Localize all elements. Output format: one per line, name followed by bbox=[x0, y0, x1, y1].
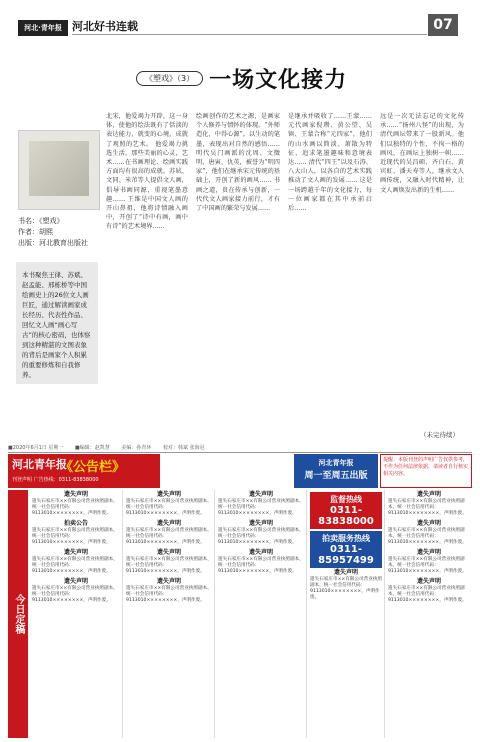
to-be-continued: （未完待续） bbox=[420, 431, 459, 439]
ad-notice bbox=[32, 550, 120, 575]
footer-date: ■2020年6月1日 星期一 bbox=[8, 445, 64, 451]
ad-notice bbox=[388, 521, 470, 546]
ad-notice-title: 遗失声明 bbox=[416, 491, 441, 498]
footer-designer: 美编：孙青环 bbox=[121, 445, 152, 451]
ad-notice-text: 遗失石家庄市××有限公司营业执照副本，统一社会信用代码：9113010××××××××，声明作废。 bbox=[218, 528, 304, 545]
auction-hotline-label: 拍卖服务热线 bbox=[322, 534, 370, 543]
series-tag: 《塑戏》（3） bbox=[136, 71, 203, 86]
ad-notice bbox=[126, 492, 212, 517]
ad-notice-title: 遗失声明 bbox=[248, 491, 273, 498]
article-column-2: 绘画创作的艺术之源，是画家个人修养与情怀的体现。“外师造化，中得心源”。以生动的笔墨，表现出对自然的感悟…… 明代吴门画派的沈周、文徵明、唐寅、仇英，被誉为“明四家”，他们在继承宋元传统的基础上，开创了新的画风…… 书画之道，贵在传承与创新，一代代文人画家接力前行，才有了中国画的繁荣与发展…… bbox=[196, 113, 280, 213]
auction-hotline-number: 0311-85957499 bbox=[318, 544, 374, 566]
publication-schedule bbox=[294, 454, 378, 488]
ad-notice-text: 遗失石家庄市××有限公司营业执照副本，统一社会信用代码：9113010××××××××，声明作废。 bbox=[32, 499, 118, 516]
schedule-title: 河北青年报 bbox=[318, 459, 354, 467]
classified-ads-section bbox=[8, 454, 472, 738]
ad-notice bbox=[388, 579, 470, 604]
ad-notice bbox=[32, 492, 120, 517]
ad-notice-text: 遗失石家庄市××有限公司营业执照副本，统一社会信用代码：9113010××××××××，声明作废。 bbox=[32, 528, 118, 545]
ad-notice-text: 遗失石家庄市××有限公司营业执照副本，统一社会信用代码：9113010××××××××，声明作废。 bbox=[32, 557, 118, 574]
ad-notice bbox=[388, 492, 470, 517]
ads-column-2 bbox=[124, 490, 215, 738]
ads-disclaimer: 提醒：本版刊登的声明广告仅供参考，不作为任何法律依据，请读者自行核实相关内容。 bbox=[380, 454, 472, 488]
ad-notice-text: 遗失石家庄市××有限公司营业执照副本，统一社会信用代码：9113010××××××××，声明作废。 bbox=[388, 499, 467, 516]
ad-notice-title: 遗失声明 bbox=[333, 569, 358, 576]
ads-column-1 bbox=[30, 490, 123, 738]
column-title: 河北好书连载 bbox=[72, 20, 138, 33]
ad-notice-title: 遗失声明 bbox=[416, 578, 441, 585]
auction-hotline bbox=[310, 531, 382, 568]
supervision-hotline-label: 监督热线 bbox=[330, 495, 362, 504]
ads-column-4 bbox=[308, 490, 385, 738]
gonggao-title: 《公告栏》 bbox=[60, 460, 126, 475]
ad-notice-text: 遗失石家庄市××有限公司营业执照副本，统一社会信用代码：9113010××××××××，声明作废。 bbox=[388, 586, 467, 603]
ad-notice-title: 遗失声明 bbox=[416, 549, 441, 556]
ad-notice bbox=[32, 579, 120, 604]
ad-notice-text: 遗失石家庄市××有限公司营业执照副本，统一社会信用代码：9113010××××××××，声明作废。 bbox=[126, 528, 212, 545]
ad-notice bbox=[32, 521, 120, 546]
article-title: 一场文化接力 bbox=[209, 66, 348, 93]
ad-notice bbox=[218, 550, 304, 575]
book-cover-image bbox=[18, 130, 100, 210]
newspaper-logo: 河北·青年报 bbox=[18, 20, 68, 36]
ad-notice-title: 遗失声明 bbox=[156, 549, 181, 556]
ad-notice-text: 遗失石家庄市××有限公司营业执照副本，统一社会信用代码：9113010××××××××，声明作废。 bbox=[310, 577, 383, 600]
book-summary: 本书聚焦王律、苏斌、赵孟能、邢栋桥等中国绘画史上的26位文人画巨匠，通过解读画家成长经历、代表性作品、回忆文人画“画心写古”的核心密码，也体察到这种精湛的文图表象的背后是画家个人积累的重要修炼和自我修养。 bbox=[16, 262, 98, 384]
article-column-3: 是继承并吸收了……王蒙……元代画家倪瓒、黄公望、吴镇、王蒙合称“元四家”，他们的山水画以简淡、萧散为特征，追求笔墨趣味和意境表达…… 清代“四王”以及石涛、八大山人，以各自的艺术实践推动了文人画的发展…… 这是一场跨越千年的文化接力，每一位画家都在其中承前启后…… bbox=[288, 113, 372, 213]
page-footer-strip bbox=[8, 444, 472, 453]
footer-proofreader: 校对：韩斌 张海冠 bbox=[162, 445, 205, 451]
header-rule bbox=[72, 34, 427, 35]
ad-notice bbox=[126, 579, 212, 604]
ad-notice-title: 遗失声明 bbox=[248, 549, 273, 556]
ad-notice-text: 遗失石家庄市××有限公司营业执照副本，统一社会信用代码：9113010××××××××，声明作废。 bbox=[126, 586, 212, 603]
gonggao-subtitle: 刊登声明 广告热线：0311-83838000 bbox=[12, 477, 99, 483]
book-info-publisher: 出版：河北教育出版社 bbox=[18, 239, 88, 247]
ad-notice-title: 遗失声明 bbox=[156, 491, 181, 498]
book-info-author: 作者：胡熙 bbox=[18, 228, 53, 236]
book-info-title: 书名：《塑戏》 bbox=[18, 217, 64, 225]
page-number: 07 bbox=[428, 14, 458, 36]
ad-notice-title: 遗失声明 bbox=[248, 520, 273, 527]
ad-notice-text: 遗失石家庄市××有限公司营业执照副本，统一社会信用代码：9113010××××××××，声明作废。 bbox=[218, 557, 304, 574]
ad-notice-title: 遗失声明 bbox=[63, 578, 88, 585]
today-deadline-bar: 今日定稿 bbox=[8, 490, 28, 738]
article-title-row bbox=[136, 58, 347, 98]
ad-notice-title: 拍卖公告 bbox=[63, 520, 88, 527]
schedule-days: 周一至周五出版 bbox=[304, 471, 368, 481]
supervision-hotline-number: 0311-83838000 bbox=[318, 505, 374, 527]
ad-notice-title: 遗失声明 bbox=[156, 520, 181, 527]
cover-artwork bbox=[29, 141, 89, 196]
supervision-hotline bbox=[310, 492, 382, 529]
ad-notice bbox=[126, 550, 212, 575]
ads-brand: 河北青年报 bbox=[12, 458, 67, 471]
book-info bbox=[18, 216, 98, 249]
ads-column-3 bbox=[216, 490, 307, 738]
ad-notice-title: 遗失声明 bbox=[156, 578, 181, 585]
article-column-1: 北宋，他爱竭力开辟，这一身体，使他的绘法既有了恬淡的表达能力，就变的心境，成就了观照的艺术。 他爱竭力挑选生活，那些美丽的心灵，艺术……在书画理论、绘画实践方面均有很高的成就。苏轼、文同、米芾等人提倡文人画，倡导书画同源，重视笔墨意趣…… 王维是中国文人画的开山鼻祖，他将诗情融入画中，开创了“诗中有画，画中有诗”的艺术境界…… bbox=[106, 113, 188, 231]
ad-notice bbox=[310, 570, 382, 601]
gonggao-header bbox=[8, 454, 160, 488]
ad-notice-text: 遗失石家庄市××有限公司营业执照副本，统一社会信用代码：9113010××××××××，声明作废。 bbox=[388, 528, 467, 545]
ads-grid bbox=[8, 490, 472, 738]
ad-notice-title: 遗失声明 bbox=[63, 549, 88, 556]
ad-notice-text: 遗失石家庄市××有限公司营业执照副本，统一社会信用代码：9113010××××××××，声明作废。 bbox=[218, 499, 304, 516]
ad-notice-text: 遗失石家庄市××有限公司营业执照副本，统一社会信用代码：9113010××××××××，声明作废。 bbox=[126, 557, 212, 574]
footer-editor: ■编辑：赵凯慧 bbox=[75, 445, 110, 451]
article-column-4: 远是一次无法忘记的文化传承……“扬州八怪”的出现，为清代画坛带来了一股新风。他们以独特的个性、不拘一格的画风，在画坛上独树一帜…… 近现代的吴昌硕、齐白石、黄宾虹、潘天寿等人，继承文人画传统，又融入时代精神，让文人画焕发出新的生机…… bbox=[380, 113, 464, 194]
ad-notice-text: 遗失石家庄市××有限公司营业执照副本，统一社会信用代码：9113010××××××××，声明作废。 bbox=[126, 499, 212, 516]
ad-notice bbox=[218, 521, 304, 546]
page-header bbox=[0, 0, 480, 46]
ad-notice-title: 遗失声明 bbox=[416, 520, 441, 527]
ad-notice-text: 遗失石家庄市××有限公司营业执照副本，统一社会信用代码：9113010××××××××，声明作废。 bbox=[388, 557, 467, 574]
ad-notice bbox=[218, 492, 304, 517]
ad-notice bbox=[126, 521, 212, 546]
ad-notice-title: 遗失声明 bbox=[63, 491, 88, 498]
ad-notice-text: 遗失石家庄市××有限公司营业执照副本，统一社会信用代码：9113010××××××××，声明作废。 bbox=[32, 586, 118, 603]
ads-column-5 bbox=[386, 490, 472, 738]
ad-notice bbox=[388, 550, 470, 575]
